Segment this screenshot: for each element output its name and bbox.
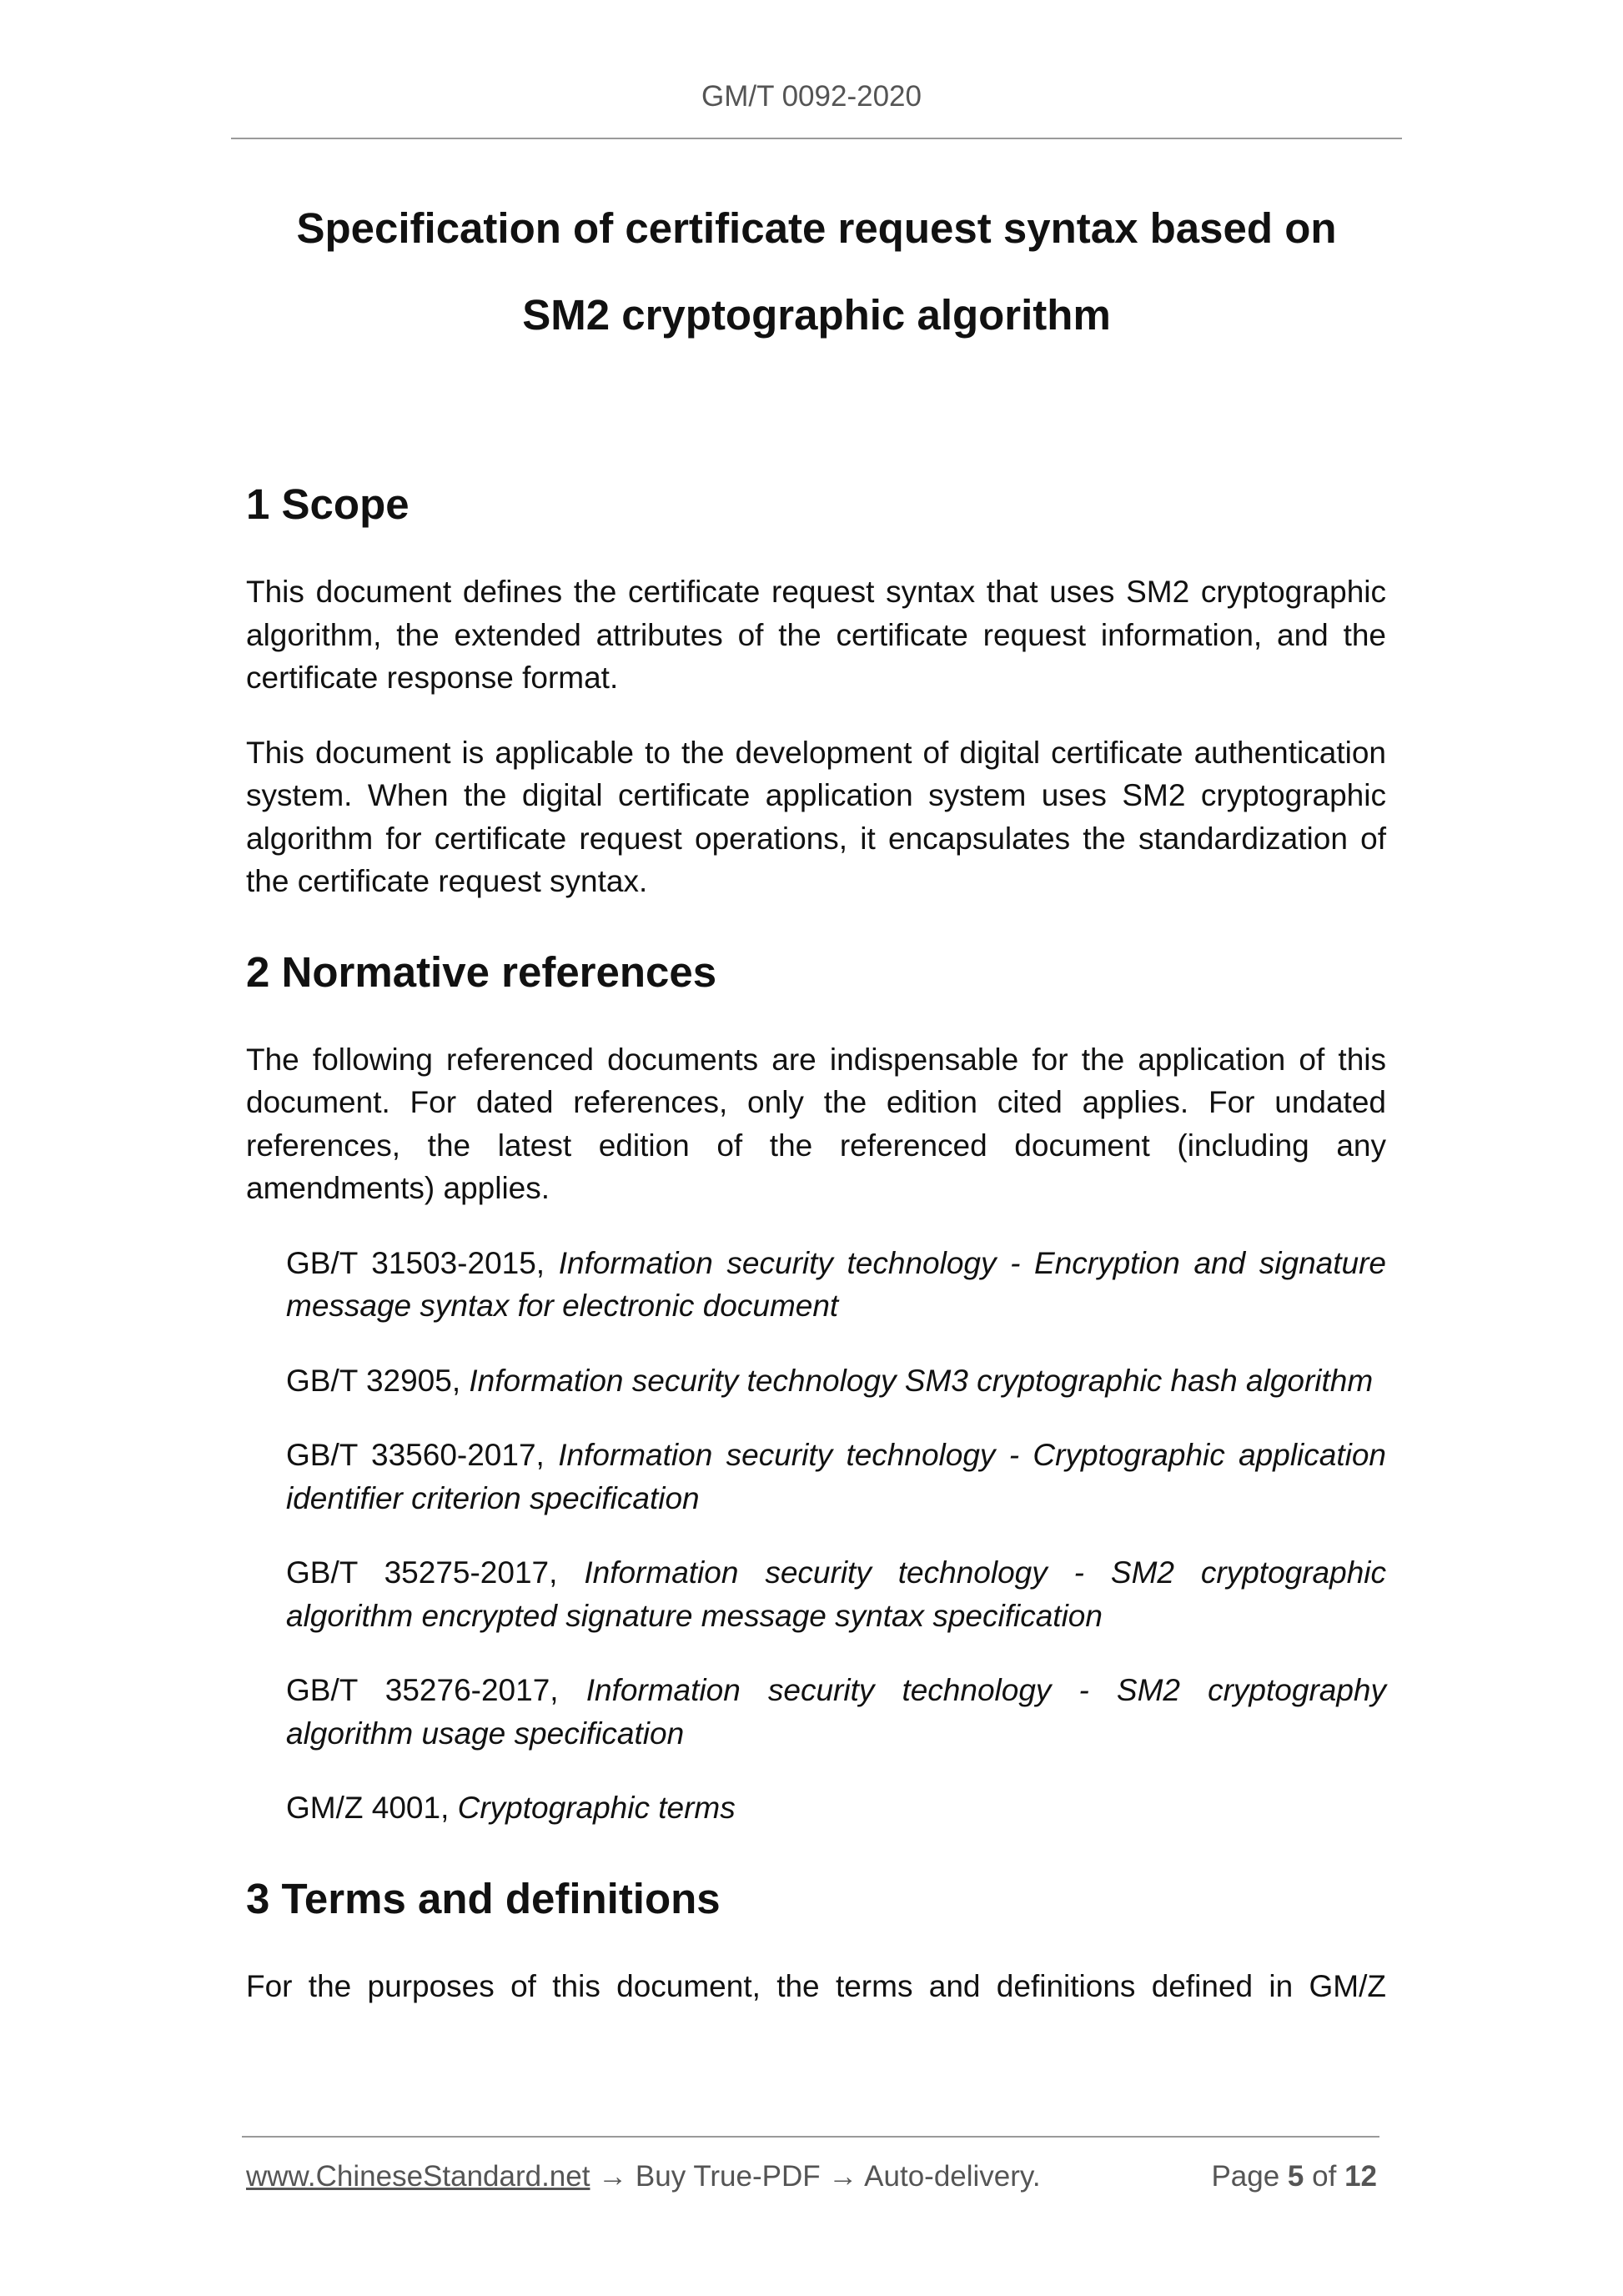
reference-title: Information security technology - SM2 cryptography algorithm usage specification bbox=[286, 1673, 1387, 1751]
section-heading-normative-references: 2 Normative references bbox=[246, 947, 717, 996]
document-title bbox=[231, 185, 1402, 359]
reference-code: GB/T 32905, bbox=[286, 1363, 461, 1398]
section-heading-terms-and-definitions: 3 Terms and definitions bbox=[246, 1874, 721, 1922]
page-number bbox=[1211, 2160, 1377, 2193]
scope-paragraph-2: This document is applicable to the development of digital certificate authentication system. When the digital certificate application system uses SM2 cryptographic algorithm for certificate request operations, it encapsulates the standardization of the certificate request syntax. bbox=[246, 735, 1386, 898]
reference-title: Information security technology SM3 cryptographic hash algorithm bbox=[469, 1363, 1374, 1398]
current-page-number: 5 bbox=[1287, 2160, 1304, 2193]
document-title-line-1: Specification of certificate request syntax based on bbox=[296, 204, 1337, 252]
reference-item bbox=[286, 1434, 1386, 1520]
reference-item bbox=[286, 1551, 1386, 1637]
reference-code: GB/T 31503-2015, bbox=[286, 1245, 545, 1280]
document-code-header: GM/T 0092-2020 bbox=[701, 80, 922, 113]
page-of-label: of bbox=[1312, 2160, 1337, 2193]
header-divider bbox=[231, 138, 1402, 139]
document-body bbox=[246, 475, 1386, 2007]
terms-paragraph-1: For the purposes of this document, the terms and definitions defined in GM/Z bbox=[246, 1968, 1386, 2003]
reference-item bbox=[286, 1359, 1386, 1403]
document-title-line-2: SM2 cryptographic algorithm bbox=[522, 291, 1111, 339]
website-link[interactable]: www.ChineseStandard.net bbox=[246, 2160, 590, 2193]
footer-promo bbox=[246, 2160, 1041, 2193]
reference-item bbox=[286, 1786, 1386, 1830]
reference-code: GB/T 35275-2017, bbox=[286, 1555, 558, 1590]
reference-item bbox=[286, 1669, 1386, 1755]
reference-title: Information security technology - Cryptographic application identifier criterion specification bbox=[286, 1438, 1386, 1515]
page-label: Page bbox=[1211, 2160, 1280, 2193]
reference-title: Information security technology - Encryption and signature message syntax for electronic document bbox=[286, 1245, 1386, 1323]
reference-title: Cryptographic terms bbox=[457, 1791, 736, 1825]
promo-text: → Buy True-PDF → Auto-delivery. bbox=[590, 2160, 1041, 2193]
total-page-count: 12 bbox=[1344, 2160, 1377, 2193]
section-heading-scope: 1 Scope bbox=[246, 480, 410, 528]
scope-paragraph-1: This document defines the certificate request syntax that uses SM2 cryptographic algorithm, the extended attributes of the certificate request information, and the certificate response format. bbox=[246, 575, 1386, 695]
reference-title: Information security technology - SM2 cryptographic algorithm encrypted signature message syntax specification bbox=[286, 1555, 1386, 1633]
reference-code: GM/Z 4001, bbox=[286, 1791, 450, 1825]
reference-item bbox=[286, 1242, 1386, 1328]
footer-divider bbox=[242, 2136, 1379, 2138]
reference-code: GB/T 33560-2017, bbox=[286, 1438, 545, 1472]
normative-intro-paragraph: The following referenced documents are indispensable for the application of this document. For dated references, only the edition cited applies. For undated references, the latest edition of the referenced document (including any amendments) applies. bbox=[246, 1042, 1386, 1205]
reference-code: GB/T 35276-2017, bbox=[286, 1673, 559, 1707]
